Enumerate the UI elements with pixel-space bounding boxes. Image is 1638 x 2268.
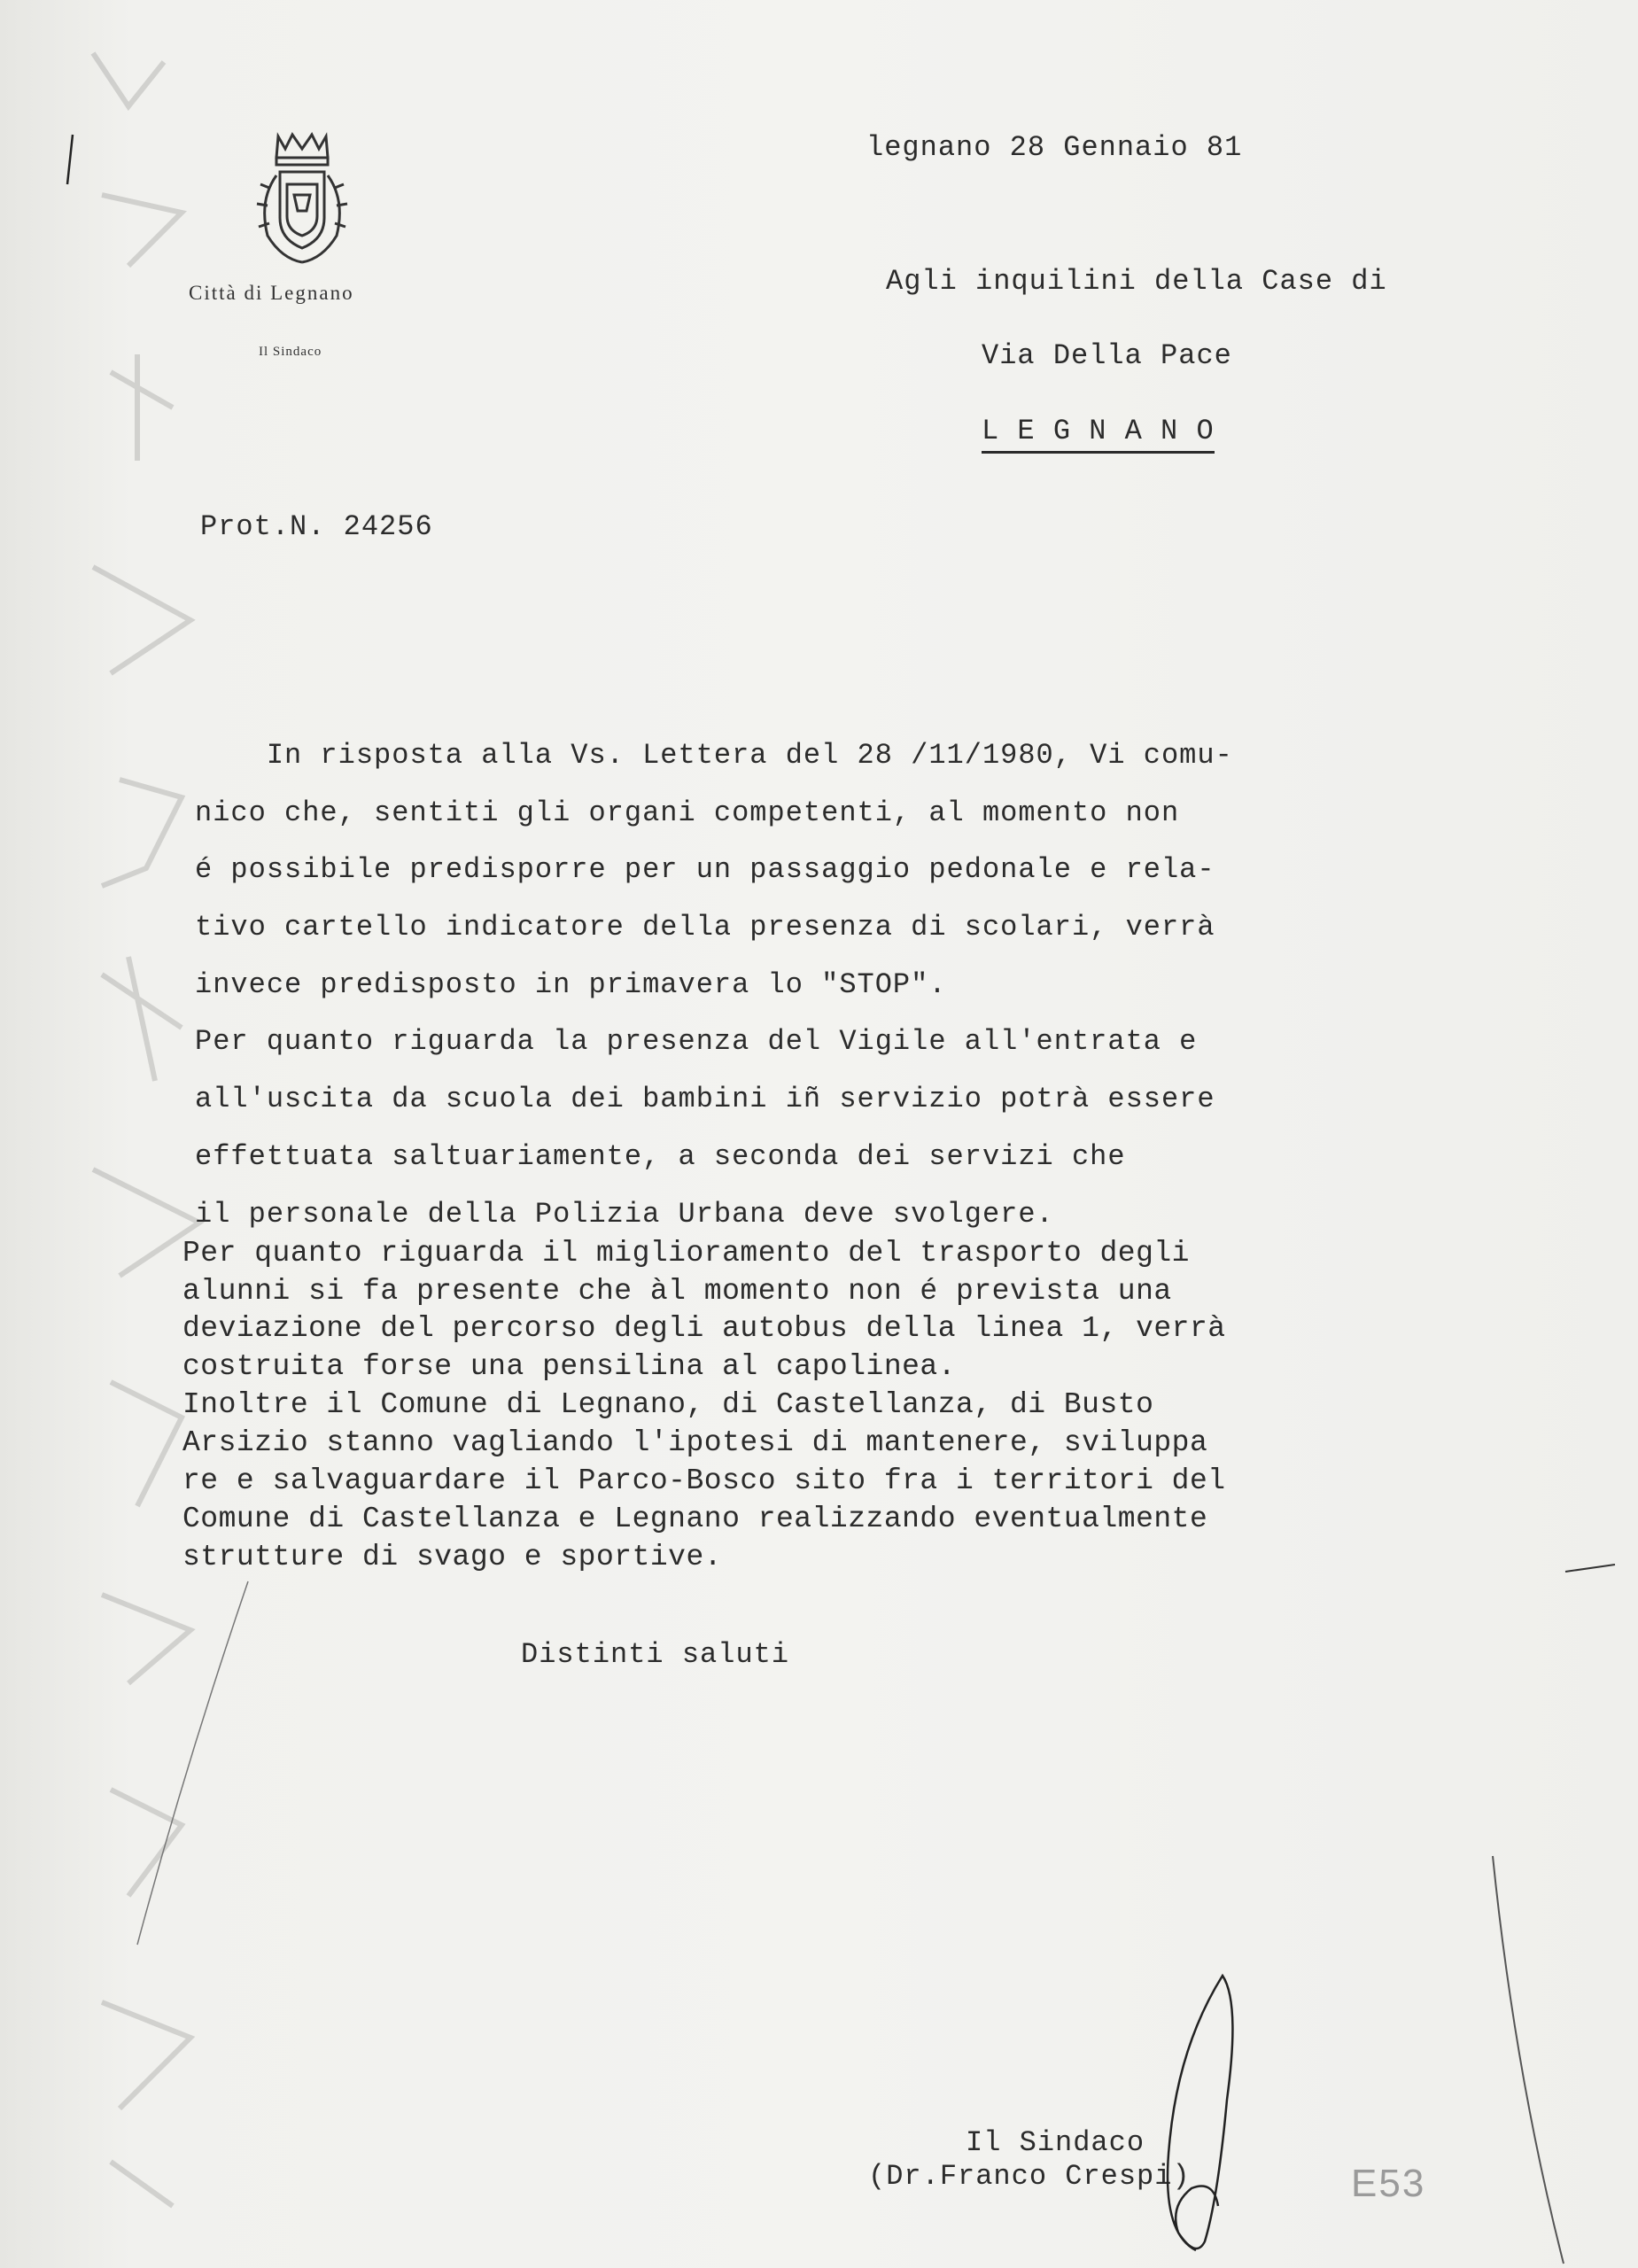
body-line: nico che, sentiti gli organi competenti, al momento non bbox=[195, 796, 1180, 829]
recipient-city: L E G N A N O bbox=[982, 415, 1215, 454]
body-line: strutture di svago e sportive. bbox=[182, 1541, 723, 1573]
coat-of-arms-icon bbox=[250, 129, 354, 269]
signatory-name: (Dr.Franco Crespi) bbox=[868, 2160, 1191, 2193]
margin-tick-mark bbox=[62, 133, 80, 186]
body-line: re e salvaguardare il Parco-Bosco sito fra i territori del bbox=[182, 1464, 1226, 1497]
margin-dash-mark bbox=[1564, 1559, 1617, 1577]
body-line: In risposta alla Vs. Lettera del 28 /11/1980, Vi comu- bbox=[195, 739, 1233, 772]
body-line: Comune di Castellanza e Legnano realizzando eventualmente bbox=[182, 1503, 1208, 1535]
archive-code: E53 bbox=[1351, 2162, 1426, 2205]
body-line: il personale della Polizia Urbana deve svolgere. bbox=[195, 1198, 1054, 1231]
margin-stroke-mark bbox=[133, 1577, 257, 1949]
recipient-line-2: Via Della Pace bbox=[982, 339, 1232, 372]
letterhead-city: Città di Legnano bbox=[189, 282, 354, 304]
body-line: effettuata saltuariamente, a seconda dei servizi che bbox=[195, 1140, 1126, 1173]
margin-stroke-mark bbox=[1488, 1852, 1568, 2268]
body-line: Arsizio stanno vagliando l'ipotesi di mantenere, sviluppa bbox=[182, 1426, 1208, 1459]
protocol-number: Prot.N. 24256 bbox=[200, 510, 433, 543]
handwritten-signature bbox=[1143, 1967, 1258, 2259]
body-line: costruita forse una pensilina al capolinea. bbox=[182, 1350, 957, 1383]
closing-salutation: Distinti saluti bbox=[521, 1638, 790, 1671]
letterhead-office: Il Sindaco bbox=[259, 345, 322, 359]
body-line: tivo cartello indicatore della presenza di scolari, verrà bbox=[195, 911, 1215, 944]
body-line: Per quanto riguarda il miglioramento del trasporto degli bbox=[182, 1237, 1190, 1270]
signatory-title: Il Sindaco bbox=[966, 2126, 1145, 2159]
body-line: all'uscita da scuola dei bambini iñ servizio potrà essere bbox=[195, 1083, 1215, 1115]
body-line: alunni si fa presente che àl momento non é prevista una bbox=[182, 1275, 1172, 1308]
letter-date: legnano 28 Gennaio 81 bbox=[866, 131, 1243, 164]
body-line: é possibile predisporre per un passaggio pedonale e rela- bbox=[195, 853, 1215, 886]
recipient-line-1: Agli inquilini della Case di bbox=[886, 265, 1387, 298]
body-line: Inoltre il Comune di Legnano, di Castellanza, di Busto bbox=[182, 1388, 1154, 1421]
body-line: invece predisposto in primavera lo "STOP". bbox=[195, 968, 947, 1001]
body-line: deviazione del percorso degli autobus della linea 1, verrà bbox=[182, 1312, 1226, 1345]
body-line: Per quanto riguarda la presenza del Vigile all'entrata e bbox=[195, 1025, 1198, 1058]
